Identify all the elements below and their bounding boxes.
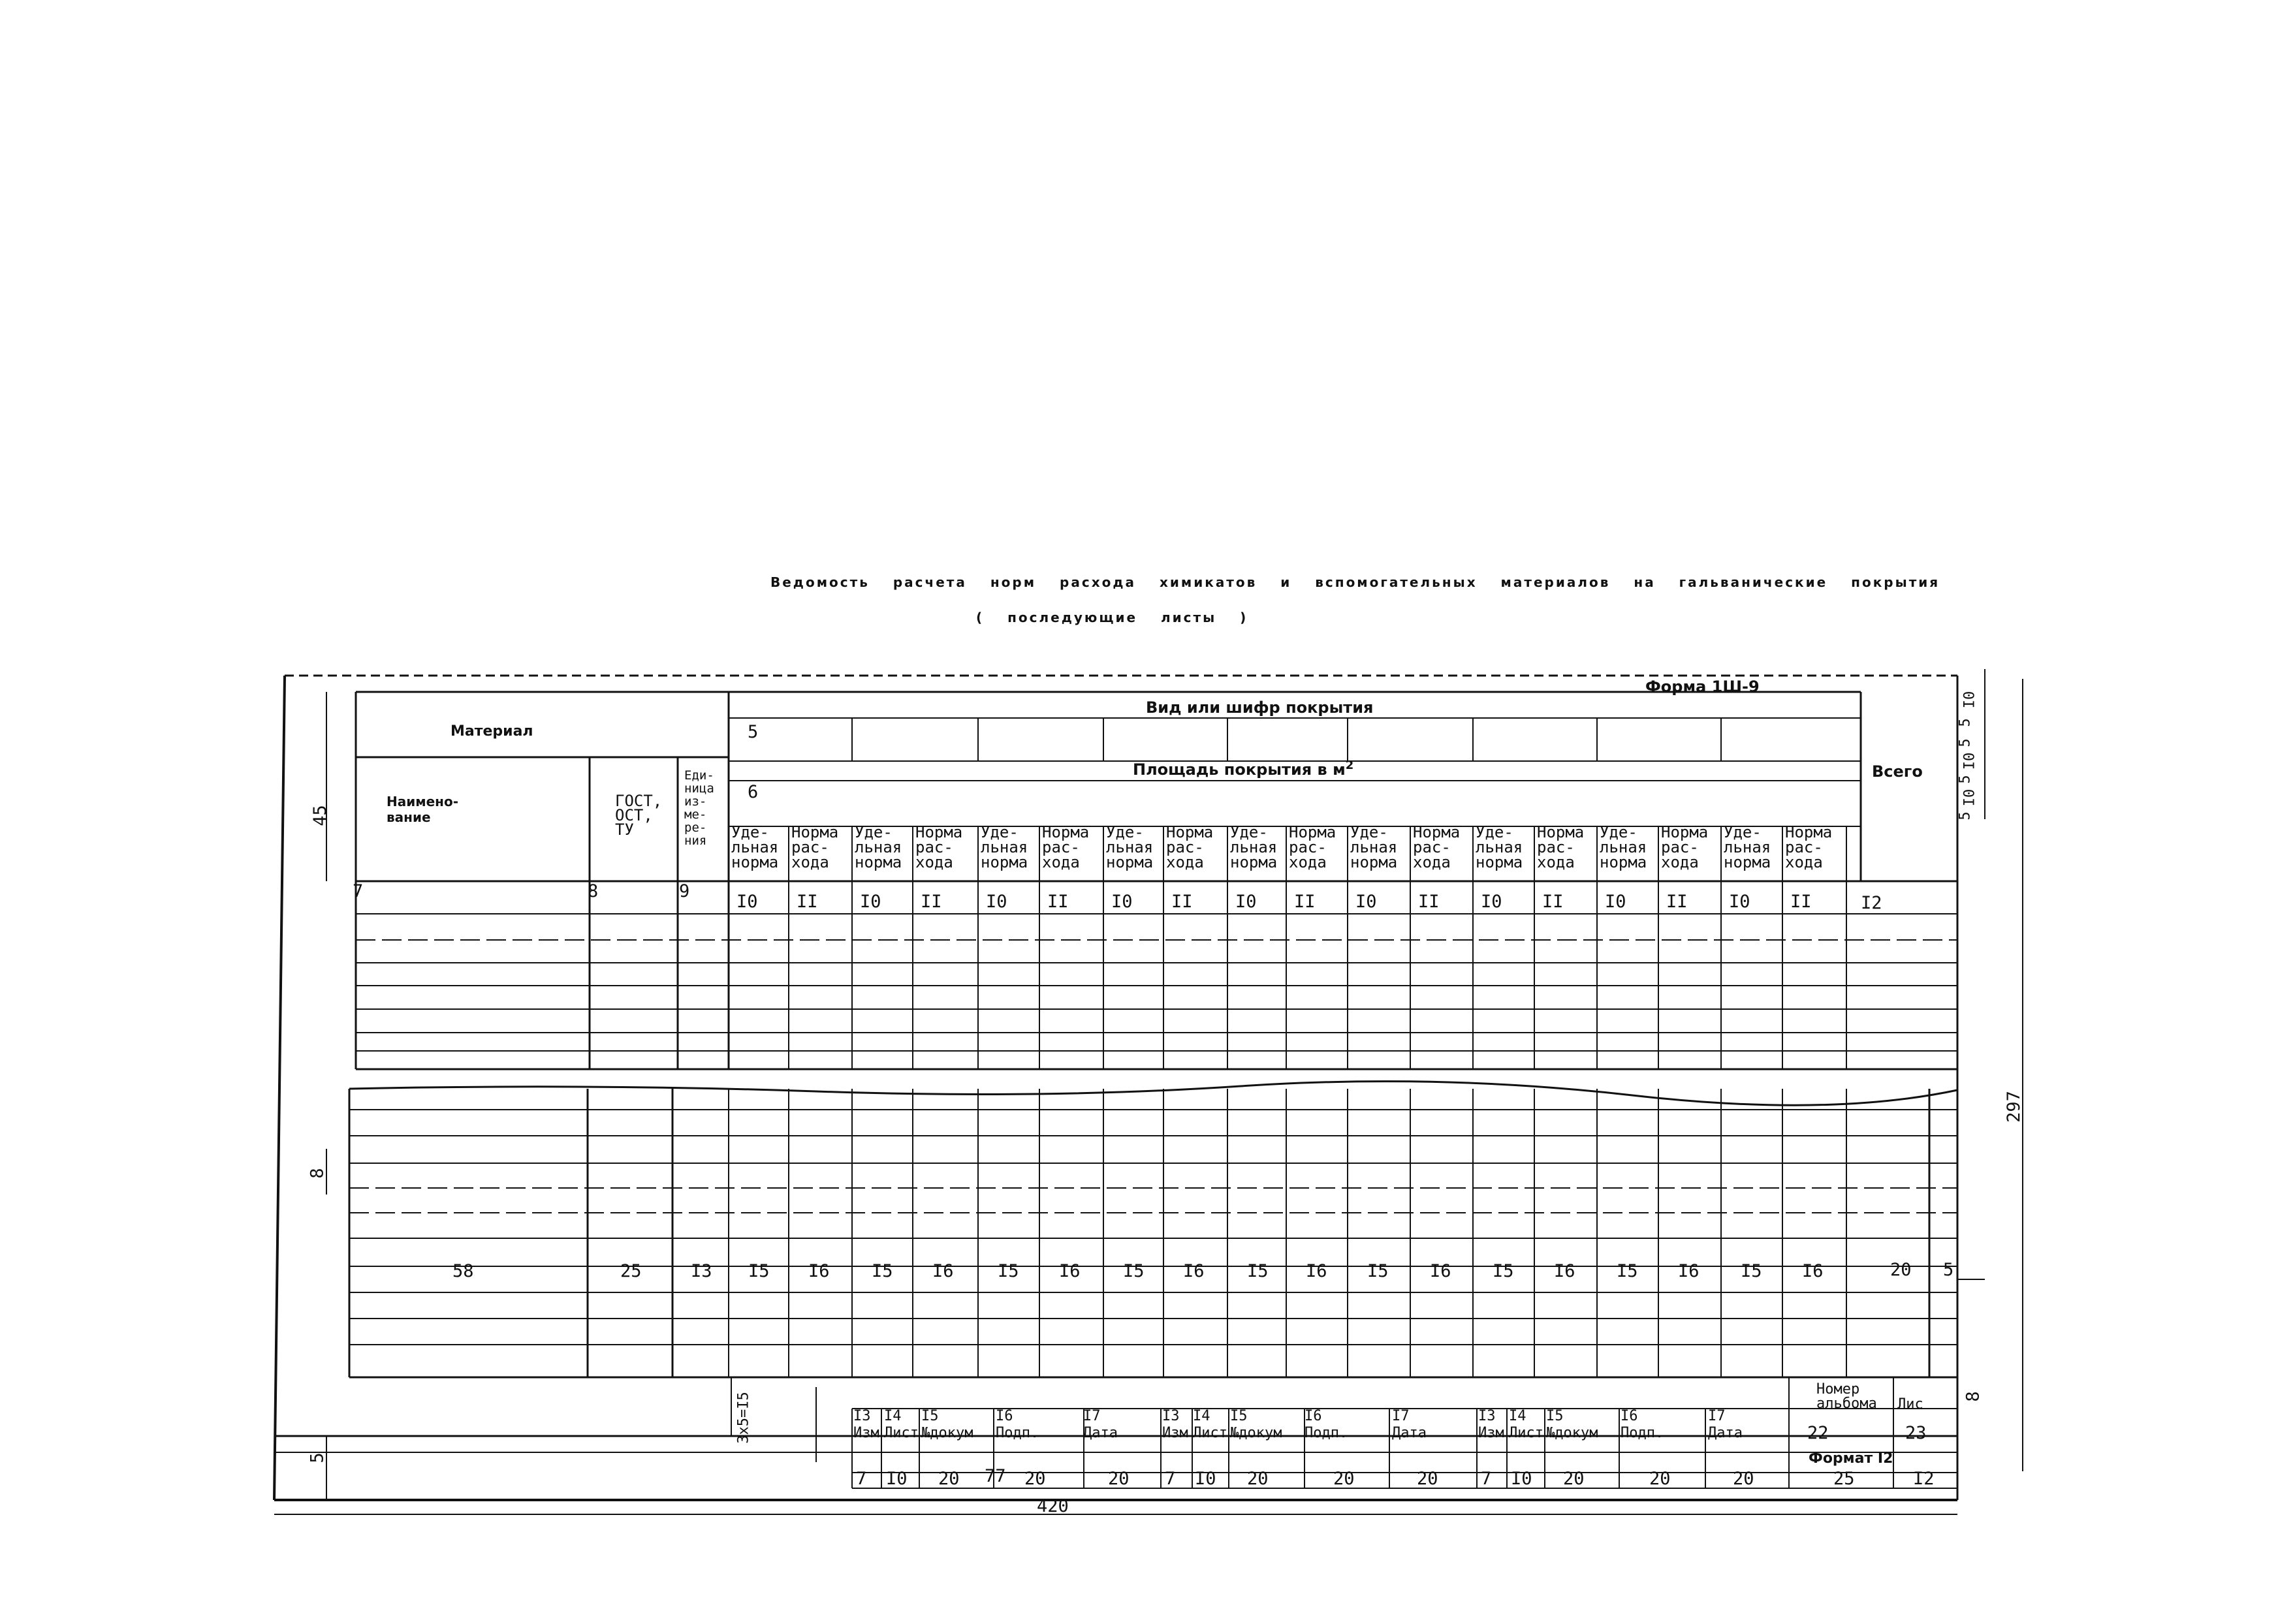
area-number: 6 xyxy=(748,782,759,802)
consumption-rate-header xyxy=(1785,825,1832,870)
title-block-field-label: Дата xyxy=(1708,1425,1743,1441)
bottom-margin-dim: 5 xyxy=(307,1452,328,1463)
col-number-rate: II xyxy=(1294,892,1316,912)
title-block-field-number: I7 xyxy=(1083,1408,1101,1424)
unit-header-line: из- xyxy=(684,794,707,809)
consumption-rate-header-line: хода xyxy=(1413,853,1451,871)
consumption-rate-header-line: хода xyxy=(1785,853,1823,871)
specific-norm-header-line: норма xyxy=(731,853,779,871)
left-block-width: 77 xyxy=(985,1466,1006,1486)
row-height-dim: 8 xyxy=(307,1168,328,1179)
specific-norm-header-line: Уде- xyxy=(1106,823,1144,841)
specific-norm-header-line: льная xyxy=(1600,838,1647,856)
col-number-total: I2 xyxy=(1861,893,1882,913)
title-block-field-number: I6 xyxy=(996,1408,1013,1424)
width-specific: I5 xyxy=(1247,1261,1269,1281)
material-header: Материал xyxy=(451,723,533,740)
consumption-rate-header-line: Норма xyxy=(1785,823,1833,841)
specific-norm-header xyxy=(1600,825,1647,870)
album-label xyxy=(1816,1382,1877,1411)
album-label-line: Номер xyxy=(1816,1381,1860,1398)
specific-norm-header-line: Уде- xyxy=(1476,823,1513,841)
col-number-specific: I0 xyxy=(1481,892,1502,912)
title-block-field-width: 20 xyxy=(1024,1469,1046,1489)
width-specific: I5 xyxy=(872,1261,893,1281)
consumption-rate-header-line: рас- xyxy=(1289,838,1327,856)
col-number-specific: I0 xyxy=(736,892,758,912)
specific-norm-header-line: льная xyxy=(1724,838,1771,856)
width-specific: I5 xyxy=(748,1261,770,1281)
col-number-specific: I0 xyxy=(986,892,1007,912)
width-specific: I5 xyxy=(1367,1261,1389,1281)
title-block-field-number: I5 xyxy=(1546,1408,1564,1424)
consumption-rate-header-line: хода xyxy=(1166,853,1204,871)
title-block-field-width: 20 xyxy=(938,1469,960,1489)
name-header-line: вание xyxy=(387,809,431,825)
width-specific: I5 xyxy=(1617,1261,1638,1281)
area-header xyxy=(1133,758,1353,779)
album-width: 25 xyxy=(1833,1469,1855,1489)
col-number-specific: I0 xyxy=(1235,892,1257,912)
width-specific: I5 xyxy=(1493,1261,1514,1281)
total-header: Всего xyxy=(1872,762,1923,781)
consumption-rate-header-line: Норма xyxy=(1537,823,1585,841)
col-number-rate: II xyxy=(1790,892,1812,912)
col-number-unit: 9 xyxy=(679,881,690,901)
specific-norm-header xyxy=(1476,825,1523,870)
col-number-specific: I0 xyxy=(1355,892,1377,912)
title-block-field-label: Дата xyxy=(1083,1425,1118,1441)
title-block-field-width: 20 xyxy=(1563,1469,1585,1489)
specific-norm-header-line: Уде- xyxy=(1230,823,1268,841)
gost-header-line: ГОСТ, xyxy=(615,792,663,810)
title-block-field-label: Лист xyxy=(1509,1425,1543,1441)
width-rate: I6 xyxy=(1554,1261,1575,1281)
specific-norm-header-line: Уде- xyxy=(1350,823,1388,841)
area-header-text: Площадь покрытия в м xyxy=(1133,760,1346,779)
width-right: 5 xyxy=(1943,1260,1954,1280)
title-block-field-label: Лист xyxy=(1193,1425,1227,1441)
grid-line xyxy=(274,676,285,1500)
format-label: Формат I2 xyxy=(1809,1450,1893,1467)
col-number-specific: I0 xyxy=(860,892,881,912)
specific-norm-header xyxy=(731,825,778,870)
consumption-rate-header-line: рас- xyxy=(1166,838,1204,856)
specific-norm-header-line: Уде- xyxy=(731,823,769,841)
name-header-line: Наимено- xyxy=(387,794,459,809)
name-header xyxy=(387,794,458,825)
consumption-rate-header xyxy=(791,825,838,870)
gost-header xyxy=(615,794,662,837)
title-block-field-width: 20 xyxy=(1108,1469,1130,1489)
page-height-dim: 297 xyxy=(2003,1091,2024,1123)
specific-norm-header-line: норма xyxy=(1600,853,1647,871)
consumption-rate-header-line: хода xyxy=(1661,853,1699,871)
title-block-field-number: I4 xyxy=(884,1408,902,1424)
specific-norm-header-line: Уде- xyxy=(1600,823,1637,841)
consumption-rate-header-line: Норма xyxy=(1289,823,1336,841)
specific-norm-header-line: льная xyxy=(855,838,902,856)
title-block-field-label: Лист xyxy=(884,1425,919,1441)
width-rate: I6 xyxy=(1430,1261,1451,1281)
col-number-rate: II xyxy=(1171,892,1193,912)
sheet-label: Лис xyxy=(1897,1396,1923,1413)
width-total: 20 xyxy=(1890,1260,1912,1280)
title-block-field-label: №докум xyxy=(1230,1425,1282,1441)
title-block-field-label: Изм xyxy=(1162,1425,1188,1441)
width-specific: I5 xyxy=(1741,1261,1762,1281)
document-subtitle: ( последующие листы ) xyxy=(976,610,1248,625)
specific-norm-header-line: норма xyxy=(981,853,1028,871)
width-rate: I6 xyxy=(1306,1261,1327,1281)
right-dimension-label: 5 xyxy=(1957,738,1974,747)
title-block-field-number: I3 xyxy=(1478,1408,1496,1424)
gost-header-line: ТУ xyxy=(615,820,634,839)
right-dimension-label: I0 xyxy=(1961,752,1978,770)
specific-norm-header-line: льная xyxy=(1230,838,1278,856)
specific-norm-header xyxy=(855,825,902,870)
consumption-rate-header-line: рас- xyxy=(1042,838,1080,856)
col-number-name: 7 xyxy=(353,881,364,901)
form-label: Форма 1Ш-9 xyxy=(1645,678,1760,696)
right-dimension-label: 5 xyxy=(1957,811,1974,820)
col-number-rate: II xyxy=(1418,892,1440,912)
title-block-field-label: Изм xyxy=(853,1425,879,1441)
header-height-dim: 45 xyxy=(309,805,330,826)
specific-norm-header xyxy=(1724,825,1771,870)
consumption-rate-header-line: хода xyxy=(1289,853,1327,871)
specific-norm-header-line: норма xyxy=(1724,853,1771,871)
consumption-rate-header xyxy=(1661,825,1708,870)
specific-norm-header-line: норма xyxy=(1230,853,1278,871)
consumption-rate-header-line: рас- xyxy=(1661,838,1699,856)
title-block-field-number: I5 xyxy=(921,1408,939,1424)
total-width-dim: 420 xyxy=(1037,1496,1069,1516)
title-block-field-number: I4 xyxy=(1509,1408,1526,1424)
unit-header-line: ре- xyxy=(684,820,707,835)
consumption-rate-header-line: хода xyxy=(915,853,953,871)
title-block-field-width: 20 xyxy=(1247,1469,1269,1489)
consumption-rate-header-line: Норма xyxy=(791,823,839,841)
right-dimension-label: 5 xyxy=(1957,775,1974,784)
consumption-rate-header-line: Норма xyxy=(1042,823,1090,841)
col-number-rate: II xyxy=(797,892,818,912)
gost-header-line: ОСТ, xyxy=(615,806,653,824)
right-8-dim: 8 xyxy=(1963,1391,1984,1402)
title-block-field-number: I6 xyxy=(1621,1408,1638,1424)
col-number-gost: 8 xyxy=(588,881,599,901)
sheet-width: I2 xyxy=(1913,1469,1935,1489)
col-number-rate: II xyxy=(1047,892,1069,912)
specific-norm-header xyxy=(1350,825,1397,870)
title-block-field-number: I7 xyxy=(1708,1408,1726,1424)
title-block-field-width: 20 xyxy=(1733,1469,1754,1489)
specific-norm-header-line: льная xyxy=(1106,838,1154,856)
specific-norm-header xyxy=(1230,825,1277,870)
consumption-rate-header xyxy=(1042,825,1089,870)
title-block-field-width: 7 xyxy=(1481,1469,1492,1489)
title-block-field-width: I0 xyxy=(886,1469,908,1489)
width-rate: I6 xyxy=(1059,1261,1081,1281)
title-block-field-width: 20 xyxy=(1649,1469,1671,1489)
sheet-number: 23 xyxy=(1905,1423,1927,1443)
title-block-field-width: I0 xyxy=(1195,1469,1216,1489)
consumption-rate-header xyxy=(1289,825,1336,870)
coating-header: Вид или шифр покрытия xyxy=(1146,698,1374,717)
specific-norm-header-line: Уде- xyxy=(1724,823,1762,841)
album-number: 22 xyxy=(1807,1423,1829,1443)
width-rate: I6 xyxy=(1678,1261,1700,1281)
width-rate: I6 xyxy=(808,1261,830,1281)
width-specific: I5 xyxy=(1123,1261,1145,1281)
consumption-rate-header xyxy=(1413,825,1460,870)
specific-norm-header xyxy=(981,825,1028,870)
consumption-rate-header xyxy=(1166,825,1213,870)
title-block-field-label: Подп. xyxy=(996,1425,1039,1441)
consumption-rate-header-line: Норма xyxy=(1661,823,1709,841)
col-number-specific: I0 xyxy=(1605,892,1626,912)
album-label-line: альбома xyxy=(1816,1396,1877,1412)
coating-number: 5 xyxy=(748,722,759,742)
consumption-rate-header-line: рас- xyxy=(1785,838,1823,856)
unit-header-line: Еди- xyxy=(684,768,714,783)
specific-norm-header-line: льная xyxy=(981,838,1028,856)
consumption-rate-header-line: Норма xyxy=(1413,823,1461,841)
col-number-specific: I0 xyxy=(1111,892,1133,912)
specific-norm-header-line: норма xyxy=(1476,853,1523,871)
right-dimension-label: 5 xyxy=(1957,718,1974,727)
title-block-field-number: I7 xyxy=(1392,1408,1410,1424)
col-number-rate: II xyxy=(1666,892,1688,912)
width-gost: 25 xyxy=(620,1261,642,1281)
title-block-field-number: I5 xyxy=(1230,1408,1248,1424)
title-block-field-width: 20 xyxy=(1417,1469,1438,1489)
consumption-rate-header-line: рас- xyxy=(791,838,829,856)
title-block-field-label: Подп. xyxy=(1621,1425,1664,1441)
right-dimension-label: I0 xyxy=(1961,789,1978,807)
specific-norm-header-line: льная xyxy=(1476,838,1523,856)
stack-label: 3х5=I5 xyxy=(735,1392,752,1444)
width-unit: I3 xyxy=(691,1261,712,1281)
consumption-rate-header-line: Норма xyxy=(1166,823,1214,841)
title-block-field-number: I6 xyxy=(1305,1408,1322,1424)
title-block-field-label: Дата xyxy=(1392,1425,1427,1441)
specific-norm-header-line: норма xyxy=(1106,853,1154,871)
title-block-field-label: Подп. xyxy=(1305,1425,1348,1441)
specific-norm-header-line: Уде- xyxy=(855,823,893,841)
col-number-rate: II xyxy=(1542,892,1564,912)
unit-header-line: ме- xyxy=(684,807,707,822)
specific-norm-header-line: норма xyxy=(855,853,902,871)
right-dimension-label: I0 xyxy=(1961,691,1978,709)
consumption-rate-header xyxy=(1537,825,1584,870)
title-block-field-label: №докум xyxy=(921,1425,973,1441)
title-block-field-width: 7 xyxy=(1165,1469,1176,1489)
title-block-field-label: №докум xyxy=(1546,1425,1598,1441)
specific-norm-header-line: Уде- xyxy=(981,823,1019,841)
title-block-field-number: I3 xyxy=(853,1408,871,1424)
document-title: Ведомость расчета норм расхода химикатов и вспомогательных материалов на гальванические покрытия xyxy=(770,574,1940,590)
title-block-field-width: I0 xyxy=(1511,1469,1532,1489)
consumption-rate-header-line: хода xyxy=(1042,853,1080,871)
specific-norm-header xyxy=(1106,825,1153,870)
consumption-rate-header-line: рас- xyxy=(1537,838,1575,856)
consumption-rate-header-line: хода xyxy=(1537,853,1575,871)
width-rate: I6 xyxy=(1183,1261,1205,1281)
width-rate: I6 xyxy=(932,1261,954,1281)
specific-norm-header-line: льная xyxy=(731,838,779,856)
consumption-rate-header xyxy=(915,825,962,870)
consumption-rate-header-line: рас- xyxy=(1413,838,1451,856)
width-name: 58 xyxy=(452,1261,474,1281)
col-number-rate: II xyxy=(921,892,942,912)
unit-header-line: ния xyxy=(684,834,707,848)
col-number-specific: I0 xyxy=(1729,892,1750,912)
title-block-field-label: Изм xyxy=(1478,1425,1504,1441)
title-block-field-width: 20 xyxy=(1333,1469,1355,1489)
consumption-rate-header-line: рас- xyxy=(915,838,953,856)
area-header-exponent: 2 xyxy=(1345,758,1354,772)
unit-header-line: ница xyxy=(684,781,714,796)
break-wave xyxy=(349,1082,1957,1106)
title-block-field-number: I3 xyxy=(1162,1408,1180,1424)
specific-norm-header-line: норма xyxy=(1350,853,1398,871)
unit-header xyxy=(684,769,714,847)
specific-norm-header-line: льная xyxy=(1350,838,1398,856)
title-block-field-width: 7 xyxy=(856,1469,867,1489)
width-rate: I6 xyxy=(1802,1261,1824,1281)
consumption-rate-header-line: хода xyxy=(791,853,829,871)
title-block-field-number: I4 xyxy=(1193,1408,1210,1424)
consumption-rate-header-line: Норма xyxy=(915,823,963,841)
width-specific: I5 xyxy=(998,1261,1019,1281)
